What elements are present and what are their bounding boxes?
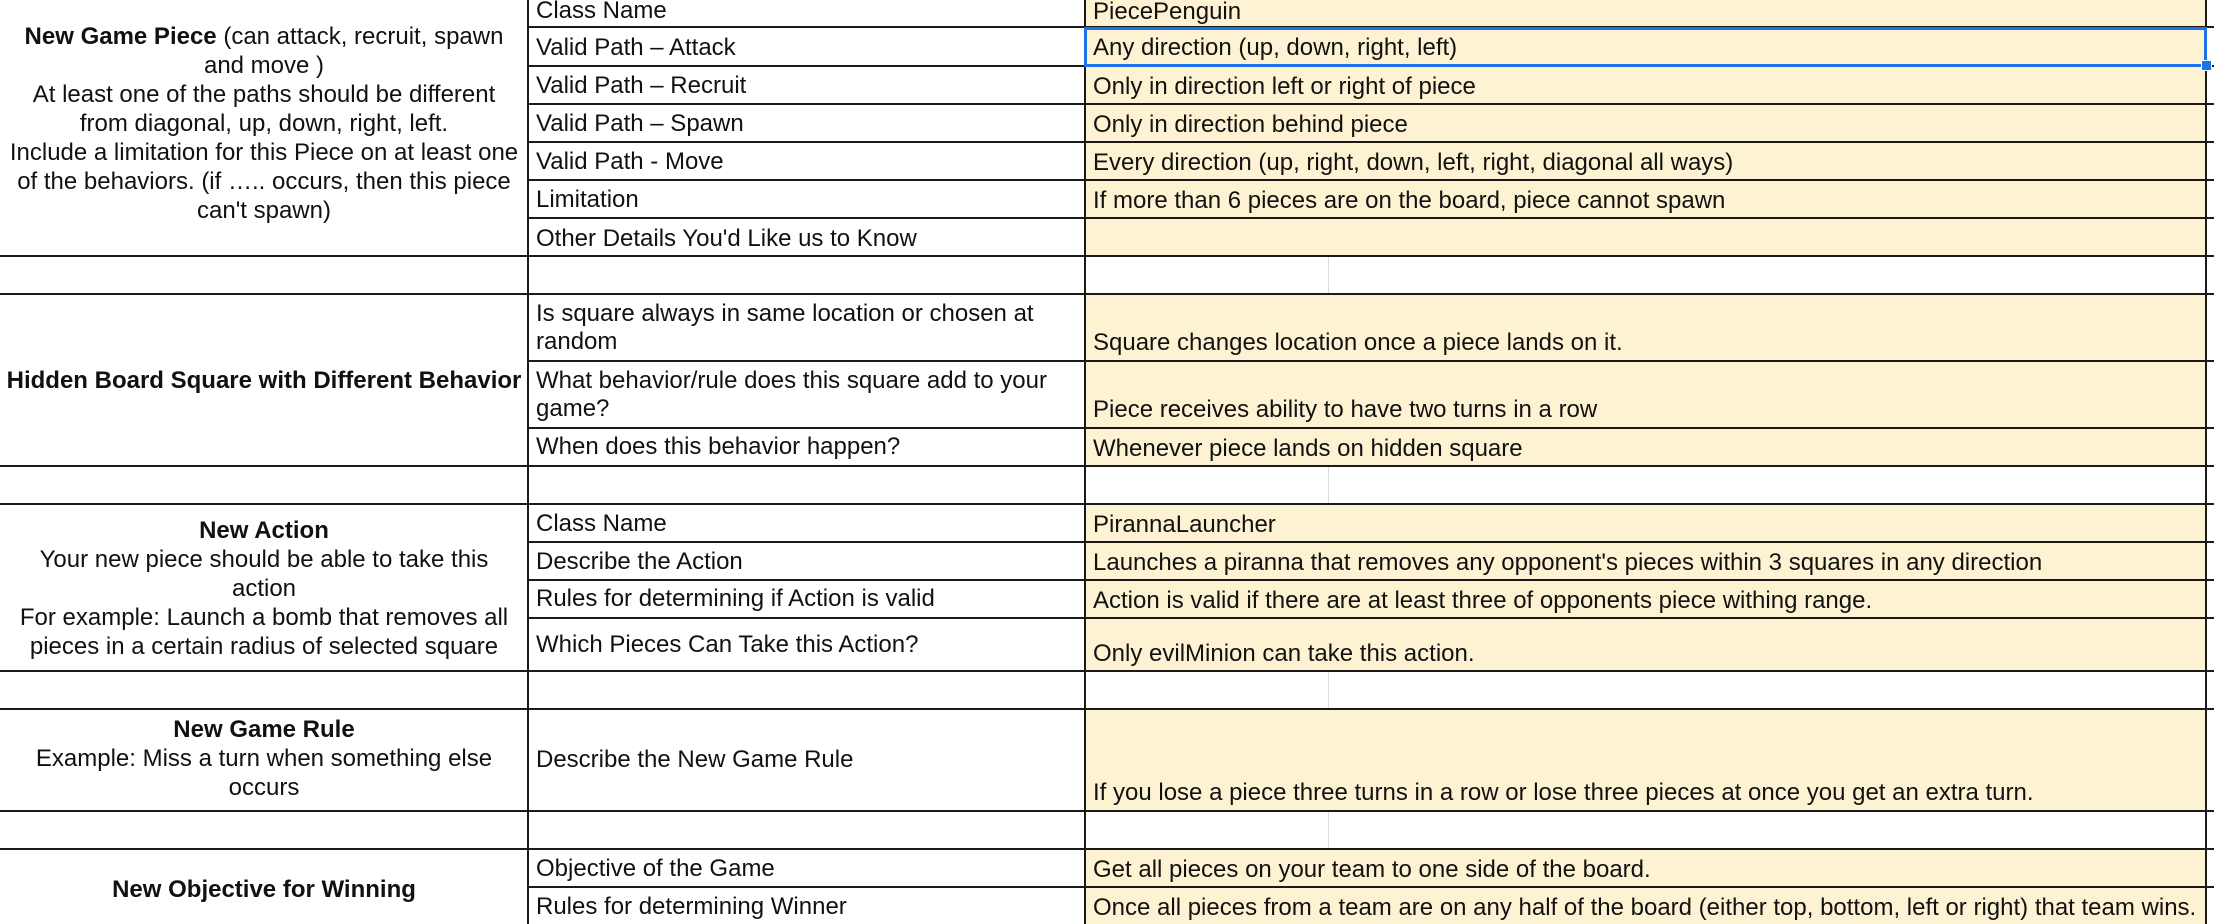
section-hidden-square[interactable] [0,366,528,395]
answer-cell[interactable]: Get all pieces on your team to one side of the board. [1086,850,2205,886]
answer-cell[interactable] [1086,219,2205,255]
label-cell[interactable]: Rules for determining if Action is valid [536,585,935,612]
label-cell[interactable]: Objective of the Game [536,855,775,882]
label-cell[interactable]: Limitation [536,186,639,213]
label-cell[interactable]: Describe the New Game Rule [536,746,854,773]
answer-cell[interactable]: If you lose a piece three turns in a row or lose three pieces at once you get an extra turn. [1086,710,2205,810]
label-cell[interactable]: When does this behavior happen? [536,433,901,460]
column-divider-c [2205,0,2207,924]
label-cell[interactable]: Class Name [536,510,667,537]
section-heading: New Action [199,517,329,544]
selected-cell-outline [1084,27,2207,67]
answer-cell[interactable]: PiecePenguin [1086,0,2205,26]
section-heading: New Game Rule [173,716,355,743]
answer-cell[interactable]: Any direction (up, down, right, left) [1086,28,2205,65]
section-new-game-piece[interactable] [0,22,528,225]
label-cell[interactable]: Other Details You'd Like us to Know [536,225,917,252]
gridline [1328,256,1329,294]
section-description: For example: Launch a bomb that removes all pieces in a certain radius of selected square [19,604,509,660]
answer-cell[interactable]: Whenever piece lands on hidden square [1086,429,2205,465]
answer-cell[interactable]: Only evilMinion can take this action. [1086,619,2205,670]
label-cell[interactable]: Describe the Action [536,548,743,575]
section-heading: Hidden Board Square with Different Behavior [6,367,522,394]
section-description: Example: Miss a turn when something else occurs [35,745,493,801]
label-cell[interactable]: Valid Path – Recruit [536,72,747,99]
answer-cell[interactable]: If more than 6 pieces are on the board, piece cannot spawn [1086,181,2205,217]
answer-cell[interactable]: Action is valid if there are at least three of opponents piece withing range. [1086,581,2205,617]
section-new-action[interactable] [0,516,528,661]
label-cell[interactable]: Valid Path – Attack [536,34,736,61]
answer-cell[interactable]: Square changes location once a piece lands on it. [1086,295,2205,360]
label-cell[interactable]: Rules for determining Winner [536,893,847,920]
gridline [1328,467,1329,505]
section-heading: New Objective for Winning [112,876,416,903]
answer-cell[interactable]: Only in direction left or right of piece [1086,67,2205,103]
section-description: At least one of the paths should be different from diagonal, up, down, right, left. [32,81,496,137]
label-cell[interactable]: Which Pieces Can Take this Action? [536,631,919,658]
answer-cell[interactable]: Only in direction behind piece [1086,105,2205,141]
label-cell[interactable]: Class Name [536,0,667,24]
label-cell[interactable]: What behavior/rule does this square add to your game? [536,367,1047,422]
answer-cell[interactable]: PirannaLauncher [1086,505,2205,541]
section-new-game-rule[interactable] [0,715,528,802]
answer-cell[interactable]: Every direction (up, right, down, left, right, diagonal all ways) [1086,143,2205,179]
label-cell[interactable]: Valid Path - Move [536,148,724,175]
answer-cell[interactable]: Piece receives ability to have two turns in a row [1086,362,2205,427]
section-heading: New Game Piece (can attack, recruit, spawn and move ) [24,23,504,79]
fill-handle[interactable] [2201,60,2212,71]
label-cell[interactable]: Is square always in same location or chosen at random [536,300,1034,355]
gridline [1328,672,1329,709]
answer-cell[interactable]: Once all pieces from a team are on any half of the board (either top, bottom, left or right) that team wins. [1086,888,2205,924]
section-description: Your new piece should be able to take this action [39,546,489,602]
gridline [1328,812,1329,849]
answer-cell[interactable]: Launches a piranna that removes any opponent's pieces within 3 squares in any direction [1086,543,2205,579]
section-new-objective[interactable] [0,875,528,904]
section-description: Include a limitation for this Piece on at least one of the behaviors. (if ….. occurs, then this piece can't spawn) [9,139,519,224]
label-cell[interactable]: Valid Path – Spawn [536,110,744,137]
